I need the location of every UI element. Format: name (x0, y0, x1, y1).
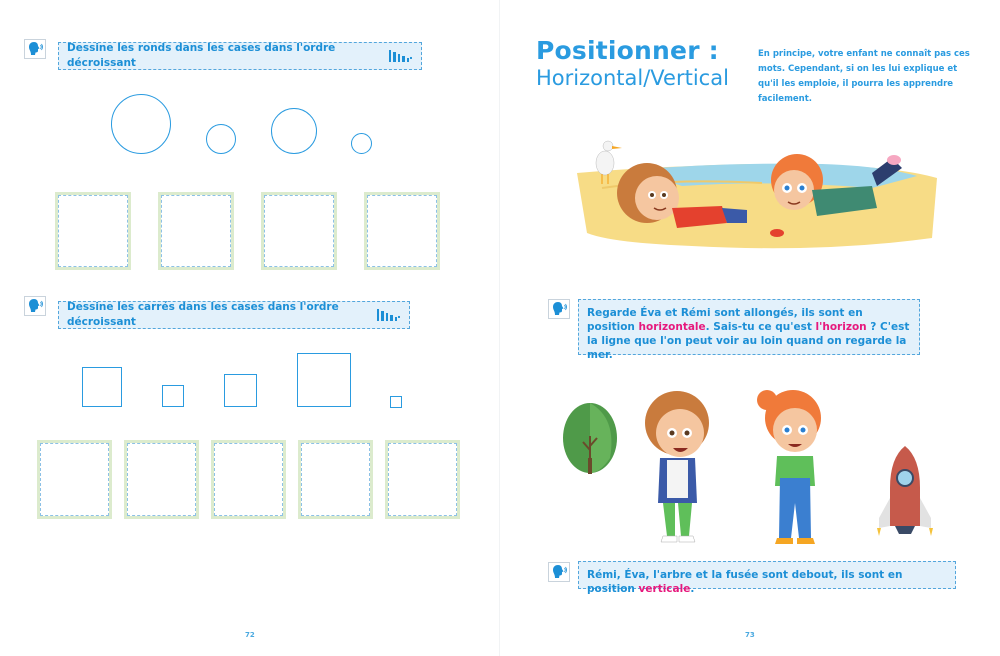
answer-box[interactable] (158, 192, 234, 270)
page-title: Positionner : (536, 36, 719, 65)
highlight-horizontale: horizontale (638, 321, 706, 333)
page-number: 72 (245, 631, 255, 639)
page-number: 73 (745, 631, 755, 639)
square-medium (224, 374, 257, 407)
answer-box[interactable] (37, 440, 112, 519)
speaking-head-icon[interactable] (24, 39, 46, 59)
square-medium-large (82, 367, 122, 407)
square-small (162, 385, 184, 407)
decreasing-bars-icon (377, 309, 398, 321)
speaking-head-icon[interactable] (24, 296, 46, 316)
standing-children-illustration (555, 378, 945, 548)
instruction-circles-end: . (409, 49, 413, 62)
circle-smallest (351, 133, 372, 154)
highlight-verticale: verticale (638, 583, 691, 595)
page-subtitle: Horizontal/Vertical (536, 66, 729, 90)
text-part: Regarde Éva et Rémi sont allongés, ils sont en position (587, 307, 863, 333)
answer-box[interactable] (261, 192, 337, 270)
instruction-circles-text: Dessine les ronds dans les cases dans l'ordre décroissant (67, 42, 336, 69)
circle-small (206, 124, 236, 154)
answer-box[interactable] (211, 440, 286, 519)
speaking-head-icon[interactable] (548, 299, 570, 319)
decreasing-bars-icon (389, 50, 410, 62)
answer-box[interactable] (55, 192, 131, 270)
answer-box[interactable] (364, 192, 440, 270)
instruction-squares-end: . (397, 308, 401, 321)
text-part: . (690, 583, 695, 595)
right-page (500, 0, 1000, 656)
text-part: Rémi, Éva, l'arbre et la fusée sont debout, ils sont en position (587, 569, 903, 595)
explanation-vertical (578, 561, 956, 595)
intro-text: En principe, votre enfant ne connaît pas ces mots. Cependant, si on les lui explique et qu'il les emploie, il pourra les apprendre facilement. (758, 49, 970, 104)
beach-children-illustration (572, 128, 942, 253)
highlight-horizon: l'horizon (815, 321, 867, 333)
answer-box[interactable] (124, 440, 199, 519)
speaking-head-icon[interactable] (548, 562, 570, 582)
circle-medium (271, 108, 317, 154)
square-large (297, 353, 351, 407)
text-part: . Sais-tu ce qu'est (705, 321, 816, 333)
answer-box[interactable] (385, 440, 460, 519)
text-part: ? C'est la ligne que l'on peut voir au loin quand on regarde la mer. (587, 321, 910, 361)
instruction-circles (58, 42, 422, 70)
circle-large (111, 94, 171, 154)
explanation-horizontal (578, 299, 920, 361)
answer-box[interactable] (298, 440, 373, 519)
square-smallest (390, 396, 402, 408)
instruction-squares (58, 301, 410, 329)
instruction-squares-text: Dessine les carrés dans les cases dans l'ordre décroissant (67, 301, 339, 328)
